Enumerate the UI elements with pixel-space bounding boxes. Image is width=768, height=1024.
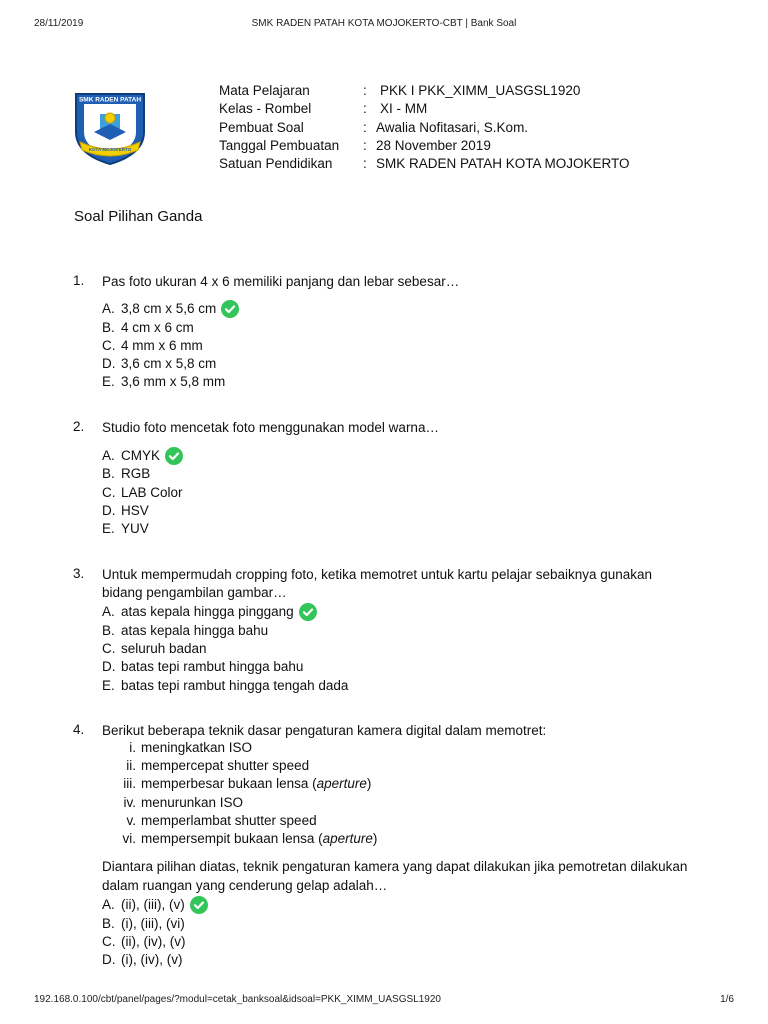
- list-item-number: vi.: [122, 831, 136, 846]
- correct-check-icon: [221, 300, 239, 318]
- option-text: (i), (iv), (v): [121, 951, 183, 967]
- option-text: 4 cm x 6 cm: [121, 319, 194, 335]
- option-letter: B.: [102, 319, 115, 335]
- list-item-number: iii.: [123, 776, 136, 791]
- meta-value: PKK I PKK_XIMM_UASGSL1920: [380, 83, 581, 98]
- question-number: 1.: [73, 273, 85, 288]
- list-item-number: ii.: [126, 758, 136, 773]
- option-text: (ii), (iii), (v): [121, 896, 185, 912]
- logo-top-text: SMK RADEN PATAH: [78, 96, 142, 104]
- option-letter: B.: [102, 915, 115, 931]
- option: [102, 483, 183, 501]
- question-text: Berikut beberapa teknik dasar pengaturan kamera digital dalam memotret:: [102, 723, 547, 738]
- school-logo: [70, 86, 150, 166]
- list-item-number: v.: [126, 813, 136, 828]
- question-text: Studio foto mencetak foto menggunakan model warna…: [102, 420, 439, 435]
- option: [102, 318, 194, 336]
- option: [102, 372, 225, 390]
- option-letter: C.: [102, 337, 116, 353]
- list-item-text: memperbesar bukaan lensa (: [141, 776, 317, 791]
- list-item-text: meningkatkan ISO: [141, 740, 253, 755]
- meta-value: 28 November 2019: [376, 138, 491, 153]
- option: [102, 354, 216, 372]
- correct-check-icon: [299, 603, 317, 621]
- option-letter: E.: [102, 520, 115, 536]
- option-letter: C.: [102, 484, 116, 500]
- option-text: seluruh badan: [121, 640, 207, 656]
- option-text: atas kepala hingga bahu: [121, 622, 269, 638]
- option-text: CMYK: [121, 447, 161, 463]
- meta-label: Mata Pelajaran: [219, 83, 310, 98]
- option: [102, 914, 185, 932]
- page-number: 1/6: [720, 994, 734, 1005]
- list-item-number: i.: [129, 740, 136, 755]
- correct-check-icon: [165, 447, 183, 465]
- option-letter: D.: [102, 502, 116, 518]
- correct-check-icon: [190, 896, 208, 914]
- question-number: 4.: [73, 722, 85, 737]
- list-item-after: ): [372, 831, 378, 846]
- option-letter: B.: [102, 465, 115, 481]
- option-text: RGB: [121, 465, 151, 481]
- option-letter: A.: [102, 300, 115, 316]
- list-item-italic: aperture: [322, 831, 373, 846]
- option: [102, 464, 150, 482]
- option-text: 4 mm x 6 mm: [121, 337, 203, 353]
- list-item-text: mempersempit bukaan lensa (: [141, 831, 323, 846]
- option-letter: C.: [102, 640, 116, 656]
- print-date: 28/11/2019: [34, 18, 84, 29]
- option-letter: A.: [102, 603, 115, 619]
- option-letter: E.: [102, 373, 115, 389]
- option-letter: E.: [102, 677, 115, 693]
- meta-value: Awalia Nofitasari, S.Kom.: [376, 120, 529, 135]
- list-item-number: iv.: [123, 795, 136, 810]
- option-text: (i), (iii), (vi): [121, 915, 185, 931]
- option-letter: C.: [102, 933, 116, 949]
- option: [102, 446, 183, 464]
- list-item: [100, 795, 243, 813]
- option: [102, 336, 203, 354]
- question-followup-line: Diantara pilihan diatas, teknik pengaturan kamera yang dapat dilakukan jika pemotretan dilakukan: [102, 859, 688, 874]
- option-text: YUV: [121, 520, 149, 536]
- option: [102, 932, 185, 950]
- option-text: HSV: [121, 502, 149, 518]
- option: [102, 299, 239, 317]
- option: [102, 621, 268, 639]
- list-item-italic: aperture: [316, 776, 367, 791]
- option-text: batas tepi rambut hingga tengah dada: [121, 677, 349, 693]
- list-item: [100, 776, 371, 794]
- list-item: [100, 813, 317, 831]
- list-item-text: mempercepat shutter speed: [141, 758, 310, 773]
- option: [102, 676, 348, 694]
- logo-bottom-text: KOTA MOJOKERTO: [88, 147, 132, 152]
- option: [102, 602, 317, 620]
- list-item: [100, 831, 377, 849]
- option: [102, 639, 207, 657]
- option-letter: D.: [102, 355, 116, 371]
- option-text: LAB Color: [121, 484, 183, 500]
- question-text: Pas foto ukuran 4 x 6 memiliki panjang dan lebar sebesar…: [102, 274, 460, 289]
- option-text: 3,6 cm x 5,8 cm: [121, 355, 217, 371]
- question-number: 2.: [73, 419, 85, 434]
- option: [102, 657, 303, 675]
- meta-label: Satuan Pendidikan: [219, 156, 333, 171]
- question-followup-line: dalam ruangan yang cenderung gelap adalah…: [102, 878, 388, 893]
- question-text-line: Untuk mempermudah cropping foto, ketika memotret untuk kartu pelajar sebaiknya gunakan: [102, 567, 653, 582]
- option: [102, 895, 208, 913]
- list-item-text: memperlambat shutter speed: [141, 813, 317, 828]
- option: [102, 519, 149, 537]
- option-text: 3,6 mm x 5,8 mm: [121, 373, 226, 389]
- section-title: Soal Pilihan Ganda: [74, 208, 203, 225]
- list-item-after: ): [366, 776, 372, 791]
- list-item: [100, 740, 252, 758]
- question-text-line: bidang pengambilan gambar…: [102, 585, 287, 600]
- option-letter: A.: [102, 447, 115, 463]
- option-text: 3,8 cm x 5,6 cm: [121, 300, 217, 316]
- option-letter: D.: [102, 951, 116, 967]
- option-text: atas kepala hingga pinggang: [121, 603, 294, 619]
- print-title: SMK RADEN PATAH KOTA MOJOKERTO-CBT | Bank Soal: [251, 18, 517, 29]
- question-number: 3.: [73, 566, 85, 581]
- option-letter: B.: [102, 622, 115, 638]
- meta-label: Kelas - Rombel: [219, 101, 312, 116]
- option: [102, 950, 182, 968]
- meta-label: Tanggal Pembuatan: [219, 138, 340, 153]
- list-item: [100, 758, 309, 776]
- option: [102, 501, 149, 519]
- option-letter: D.: [102, 658, 116, 674]
- print-url: 192.168.0.100/cbt/panel/pages/?modul=cetak_banksoal&idsoal=PKK_XIMM_UASGSL1920: [34, 994, 441, 1005]
- meta-label: Pembuat Soal: [219, 120, 304, 135]
- meta-value: SMK RADEN PATAH KOTA MOJOKERTO: [376, 156, 630, 171]
- option-text: batas tepi rambut hingga bahu: [121, 658, 304, 674]
- option-text: (ii), (iv), (v): [121, 933, 186, 949]
- list-item-text: menurunkan ISO: [141, 795, 244, 810]
- option-letter: A.: [102, 896, 115, 912]
- meta-value: XI - MM: [380, 101, 428, 116]
